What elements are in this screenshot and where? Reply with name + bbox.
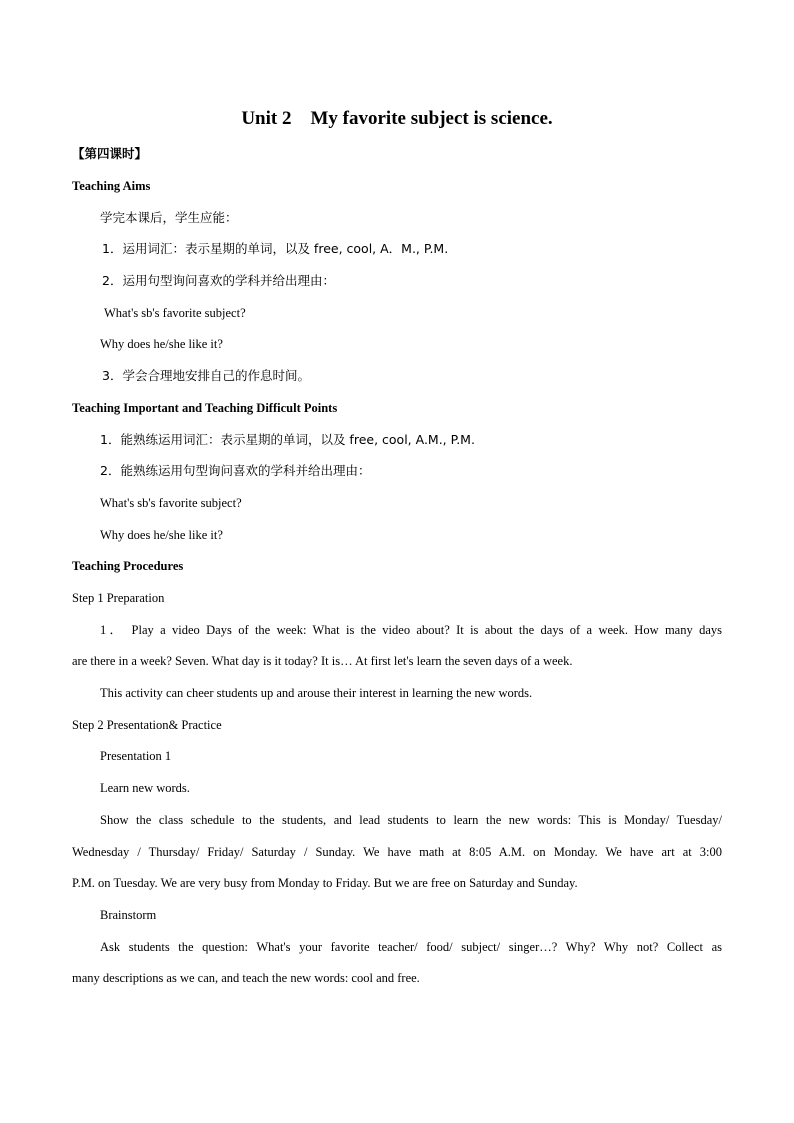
aims-item-3: 3．学会合理地安排自己的作息时间。 [102,368,310,383]
document-page [72,0,722,1123]
show-schedule-line-3: P.M. on Tuesday. We are very busy from Monday to Friday. But we are free on Saturday and Sunday. [72,876,578,890]
step-1-paragraph-2: This activity can cheer students up and arouse their interest in learning the new words. [100,686,533,700]
aims-item-1: 1．运用词汇：表示星期的单词，以及 free, cool, A．M., P.M. [102,241,449,256]
page-title: Unit 2 My favorite subject is science. [241,108,553,129]
aims-intro: 学完本课后，学生应能： [100,210,238,225]
section-heading-aims: Teaching Aims [72,179,151,193]
aims-question-2: Why does he/she like it? [100,337,223,351]
show-schedule-line-2: Wednesday / Thursday/ Friday/ Saturday / Sunday. We have math at 8:05 A.M. on Monday. We have art at 3:00 [72,845,722,859]
section-heading-points: Teaching Important and Teaching Difficult Points [72,401,338,415]
points-item-1: 1．能熟练运用词汇：表示星期的单词，以及 free, cool, A.M., P.M. [100,432,475,447]
step-1-paragraph-line-1: 1． Play a video Days of the week: What is the video about? It is about the days of a week. How many days [100,623,722,637]
lesson-tag: 【第四课时】 [72,146,148,161]
points-question-1: What's sb's favorite subject? [100,496,242,510]
points-question-2: Why does he/she like it? [100,528,223,542]
presentation-label: Presentation 1 [100,749,172,763]
learn-new-words: Learn new words. [100,781,190,795]
show-schedule-line-1: Show the class schedule to the students, and lead students to learn the new words: This is Monday/ Tuesday/ [100,813,722,827]
section-heading-procedures: Teaching Procedures [72,559,184,573]
aims-question-1: What's sb's favorite subject? [104,306,246,320]
step-1-paragraph-line-2: are there in a week? Seven. What day is it today? It is… At first let's learn the seven days of a week. [72,654,573,668]
ask-question-line-2: many descriptions as we can, and teach the new words: cool and free. [72,971,420,985]
points-item-2: 2．能熟练运用句型询问喜欢的学科并给出理由： [100,463,371,478]
step-2-title: Step 2 Presentation& Practice [72,718,222,732]
step-1-title: Step 1 Preparation [72,591,165,605]
ask-question-line-1: Ask students the question: What's your favorite teacher/ food/ subject/ singer…? Why? Why not? Collect as [100,940,722,954]
aims-item-2: 2．运用句型询问喜欢的学科并给出理由： [102,273,335,288]
brainstorm-label: Brainstorm [100,908,157,922]
